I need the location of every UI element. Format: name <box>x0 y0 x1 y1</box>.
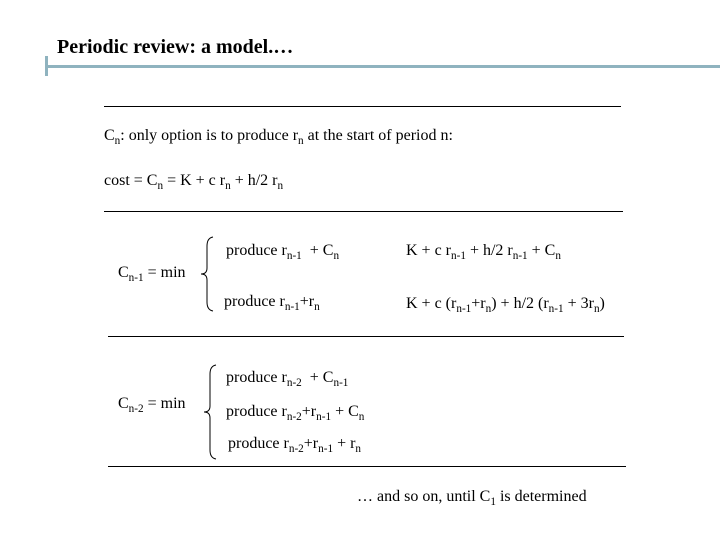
cost-part: K + c (r <box>406 295 457 312</box>
label-part: = min <box>143 264 186 281</box>
cost-sub: n-1 <box>548 302 564 315</box>
title-accent-tick <box>45 56 48 76</box>
opt-part: + C <box>301 369 334 386</box>
label-part: C <box>118 264 129 281</box>
conclusion-part: is determined <box>495 488 587 505</box>
label-part: C <box>118 395 129 412</box>
cost-sub: n <box>593 302 600 315</box>
opt-part: produce r <box>224 293 285 310</box>
opt-sub: n <box>314 300 320 313</box>
formula-sub: n <box>157 179 164 192</box>
cn2-min-label <box>118 395 186 413</box>
conclusion-text <box>357 488 587 506</box>
opt-part: produce r <box>226 242 287 259</box>
opt-sub: n-1 <box>318 442 334 455</box>
text-c: C <box>104 127 115 144</box>
rule-top <box>104 106 621 107</box>
rule-after-block2 <box>108 466 626 467</box>
opt-sub: n <box>358 410 365 423</box>
cost-part: ) <box>599 295 605 312</box>
cost-sub: n <box>555 249 561 262</box>
label-sub: n-1 <box>128 271 144 284</box>
cost-part: +r <box>471 295 486 312</box>
opt-sub: n-1 <box>333 376 349 389</box>
opt-sub: n-2 <box>286 376 302 389</box>
opt-part: produce r <box>226 403 287 420</box>
brace-icon <box>200 236 214 312</box>
block1-option2 <box>224 293 320 311</box>
cost-part: + 3r <box>563 295 594 312</box>
block2-option2 <box>226 403 364 421</box>
text-definition-end: at the start of period n: <box>303 127 453 144</box>
cost-sub: n-1 <box>512 249 528 262</box>
block2-option3 <box>228 435 361 453</box>
opt-sub: n <box>355 442 362 455</box>
rule-after-block1 <box>108 336 624 337</box>
opt-sub: n-2 <box>288 442 304 455</box>
formula-part: cost = C <box>104 172 158 189</box>
formula-part: + h/2 r <box>230 172 278 189</box>
title-underline <box>45 65 720 68</box>
cost-part: ) + h/2 (r <box>491 295 549 312</box>
formula-part: = K + c r <box>163 172 226 189</box>
sub-n: n <box>114 134 121 147</box>
opt-part: produce r <box>228 435 289 452</box>
slide-title: Periodic review: a model.… <box>57 36 294 58</box>
opt-part: +r <box>301 403 317 420</box>
opt-part: + C <box>301 242 334 259</box>
sub-n: n <box>298 134 304 147</box>
opt-part: + C <box>331 403 359 420</box>
opt-sub: n-2 <box>286 410 302 423</box>
opt-sub: n-1 <box>316 410 332 423</box>
opt-sub: n-1 <box>284 300 300 313</box>
conclusion-sub: 1 <box>490 495 496 508</box>
formula-sub: n <box>225 179 231 192</box>
block1-option1-cost <box>406 242 561 260</box>
cn1-min-label <box>118 264 186 282</box>
rule-after-cost <box>104 211 623 212</box>
opt-part: +r <box>303 435 319 452</box>
cost-sub: n-1 <box>456 302 472 315</box>
label-sub: n-2 <box>128 402 144 415</box>
opt-part: +r <box>299 293 315 310</box>
definition-line <box>104 127 453 145</box>
opt-sub: n <box>333 249 340 262</box>
cost-formula <box>104 172 283 190</box>
cost-sub: n <box>485 302 492 315</box>
conclusion-part: … and so on, until C <box>357 488 491 505</box>
block2-option1 <box>226 369 348 387</box>
cost-part: + h/2 r <box>465 242 513 259</box>
block1-option1 <box>226 242 339 260</box>
cost-part: + C <box>527 242 556 259</box>
label-part: = min <box>143 395 186 412</box>
text-definition: : only option is to produce r <box>120 127 299 144</box>
block1-option2-cost <box>406 295 605 313</box>
cost-sub: n-1 <box>451 249 466 262</box>
formula-sub: n <box>277 179 284 192</box>
opt-part: produce r <box>226 369 287 386</box>
opt-sub: n-1 <box>286 249 302 262</box>
brace-icon <box>203 364 217 460</box>
opt-part: + r <box>333 435 356 452</box>
cost-part: K + c r <box>406 242 452 259</box>
